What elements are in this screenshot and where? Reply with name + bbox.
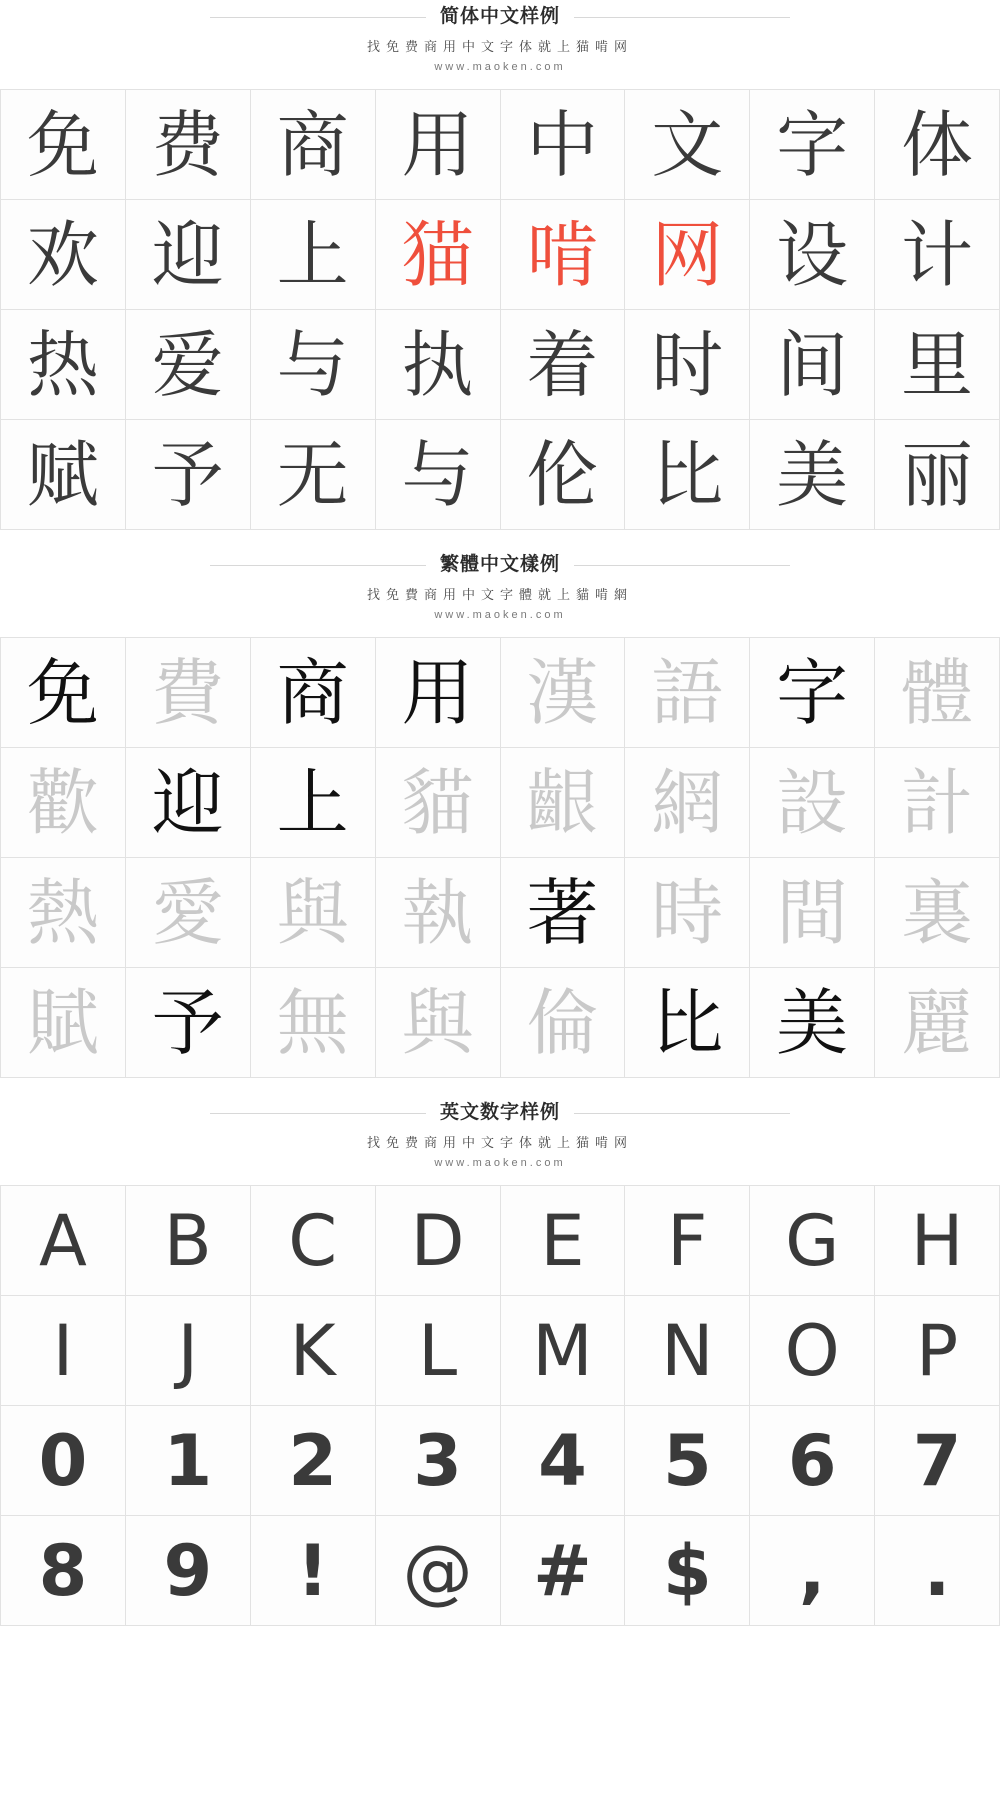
section-gap [0, 1078, 1000, 1096]
glyph-cell [376, 968, 501, 1078]
glyph-cell [1, 748, 126, 858]
glyph: 熱 [26, 870, 99, 955]
glyph-cell [1, 1296, 126, 1406]
glyph: 4 [538, 1419, 587, 1502]
glyph-cell [875, 90, 1000, 200]
glyph-cell [875, 1516, 1000, 1626]
glyph: 9 [163, 1529, 213, 1612]
section-title: 简体中文样例 [426, 4, 574, 30]
glyph-cell [126, 1296, 251, 1406]
glyph: 里 [901, 322, 974, 407]
glyph: 时 [651, 322, 724, 407]
section-traditional [0, 548, 1000, 1096]
glyph: 網 [651, 760, 724, 845]
glyph: 用 [401, 102, 474, 187]
glyph: 8 [38, 1529, 88, 1612]
glyph: 字 [776, 102, 849, 187]
glyph-cell [251, 90, 376, 200]
glyph-cell [376, 1406, 501, 1516]
glyph-cell [1, 90, 126, 200]
glyph-cell [625, 420, 750, 530]
glyph: 與 [276, 870, 349, 955]
glyph: 商 [276, 650, 349, 735]
glyph-cell [376, 1296, 501, 1406]
glyph: 設 [776, 760, 849, 845]
glyph-cell [251, 1406, 376, 1516]
glyph-cell [1, 310, 126, 420]
section-simplified [0, 0, 1000, 548]
glyph-cell [875, 200, 1000, 310]
glyph: 伦 [526, 432, 599, 517]
glyph-cell [875, 1186, 1000, 1296]
glyph-cell [750, 638, 875, 748]
glyph-cell [376, 1186, 501, 1296]
glyph: I [52, 1309, 74, 1392]
glyph: 字 [776, 650, 849, 735]
glyph-cell [750, 200, 875, 310]
glyph: K [289, 1309, 336, 1392]
glyph: # [533, 1529, 592, 1612]
glyph: 美 [776, 980, 849, 1065]
glyph: , [798, 1529, 826, 1612]
glyph-cell [126, 1186, 251, 1296]
glyph: 著 [526, 870, 599, 955]
glyph-cell [750, 1186, 875, 1296]
glyph: 爱 [151, 322, 224, 407]
glyph-cell [251, 200, 376, 310]
glyph: L [418, 1309, 458, 1392]
glyph-cell [376, 310, 501, 420]
glyph: @ [402, 1529, 473, 1612]
glyph-cell [1, 200, 126, 310]
glyph-cell [126, 748, 251, 858]
glyph: 美 [776, 432, 849, 517]
glyph: 貓 [401, 760, 474, 845]
section-website: www.maoken.com [434, 609, 566, 621]
glyph-cell [251, 1186, 376, 1296]
glyph: 免 [26, 650, 99, 735]
glyph: O [784, 1309, 840, 1392]
glyph-cell [750, 420, 875, 530]
glyph-cell [126, 1516, 251, 1626]
glyph-cell [126, 858, 251, 968]
glyph-cell [625, 748, 750, 858]
glyph-cell [750, 858, 875, 968]
glyph-cell [1, 858, 126, 968]
glyph-cell [251, 858, 376, 968]
glyph-cell [126, 638, 251, 748]
glyph: 执 [401, 322, 474, 407]
glyph: H [910, 1199, 964, 1282]
glyph: P [915, 1309, 959, 1392]
glyph: 0 [38, 1419, 88, 1502]
glyph: 予 [151, 432, 224, 517]
glyph: 7 [912, 1419, 962, 1502]
glyph: 迎 [151, 212, 224, 297]
glyph-grid-traditional [0, 637, 1000, 1078]
glyph-cell [1, 968, 126, 1078]
glyph: 1 [163, 1419, 213, 1502]
section-subtitle: 找免费商用中文字体就上猫啃网 [366, 1135, 633, 1150]
glyph-cell [251, 968, 376, 1078]
glyph: 倫 [526, 980, 599, 1065]
glyph: 用 [401, 650, 474, 735]
glyph: 与 [276, 322, 349, 407]
glyph-cell [750, 310, 875, 420]
glyph: 予 [151, 980, 224, 1065]
glyph: 與 [401, 980, 474, 1065]
glyph: 無 [276, 980, 349, 1065]
glyph: 计 [901, 212, 974, 297]
glyph: N [661, 1309, 714, 1392]
glyph-cell [376, 858, 501, 968]
glyph-cell [750, 968, 875, 1078]
section-title: 繁體中文樣例 [426, 552, 574, 578]
glyph: F [667, 1199, 708, 1282]
glyph: 時 [651, 870, 724, 955]
glyph: 上 [276, 760, 349, 845]
glyph-cell [875, 858, 1000, 968]
glyph-cell [501, 1516, 626, 1626]
glyph-cell [750, 90, 875, 200]
glyph-cell [251, 310, 376, 420]
glyph-cell [625, 310, 750, 420]
glyph-cell [1, 1186, 126, 1296]
section-subtitle: 找免費商用中文字體就上貓啃網 [366, 587, 633, 602]
glyph: 6 [787, 1419, 837, 1502]
glyph-cell [501, 638, 626, 748]
glyph-cell [251, 638, 376, 748]
glyph: 猫 [401, 212, 474, 297]
glyph-cell [750, 1296, 875, 1406]
glyph: 设 [776, 212, 849, 297]
glyph: 与 [401, 432, 474, 517]
glyph-cell [126, 310, 251, 420]
glyph: 間 [776, 870, 849, 955]
glyph: 愛 [151, 870, 224, 955]
glyph: 文 [651, 102, 724, 187]
glyph: C [288, 1199, 338, 1282]
glyph-cell [1, 1516, 126, 1626]
glyph-cell [126, 968, 251, 1078]
glyph-cell [376, 638, 501, 748]
glyph: 免 [26, 102, 99, 187]
section-header-simplified [0, 0, 1000, 75]
glyph-cell [1, 420, 126, 530]
glyph: J [177, 1309, 199, 1392]
glyph: M [532, 1309, 593, 1392]
glyph-cell [501, 90, 626, 200]
glyph-cell [376, 748, 501, 858]
glyph-cell [376, 1516, 501, 1626]
glyph-cell [501, 1296, 626, 1406]
glyph: 歡 [26, 760, 99, 845]
section-website: www.maoken.com [434, 1157, 566, 1169]
glyph: 啃 [526, 212, 599, 297]
glyph-cell [625, 858, 750, 968]
glyph: 比 [651, 980, 724, 1065]
glyph: 費 [151, 650, 224, 735]
glyph-cell [126, 200, 251, 310]
glyph-cell [376, 200, 501, 310]
glyph-cell [501, 858, 626, 968]
glyph: ! [296, 1529, 329, 1612]
section-latin [0, 1096, 1000, 1644]
glyph: A [38, 1199, 87, 1282]
glyph: 執 [401, 870, 474, 955]
glyph: 着 [526, 322, 599, 407]
glyph-cell [625, 968, 750, 1078]
glyph: 迎 [151, 760, 224, 845]
section-subtitle: 找免费商用中文字体就上猫啃网 [366, 39, 633, 54]
glyph-cell [501, 1186, 626, 1296]
glyph: B [163, 1199, 212, 1282]
glyph-cell [501, 968, 626, 1078]
glyph-cell [625, 638, 750, 748]
glyph: 欢 [26, 212, 99, 297]
glyph: 計 [901, 760, 974, 845]
glyph-cell [1, 1406, 126, 1516]
glyph-cell [750, 1516, 875, 1626]
glyph-cell [376, 420, 501, 530]
glyph: $ [662, 1529, 712, 1612]
glyph-cell [875, 748, 1000, 858]
glyph-cell [376, 90, 501, 200]
glyph-cell [126, 420, 251, 530]
glyph-cell [750, 1406, 875, 1516]
section-website: www.maoken.com [434, 61, 566, 73]
glyph: 费 [151, 102, 224, 187]
glyph-cell [251, 748, 376, 858]
glyph-cell [625, 1296, 750, 1406]
glyph: 商 [276, 102, 349, 187]
glyph: 麗 [901, 980, 974, 1065]
glyph: . [923, 1529, 951, 1612]
glyph: 齦 [526, 760, 599, 845]
glyph: 裏 [901, 870, 974, 955]
glyph: 中 [526, 102, 599, 187]
glyph-cell [625, 200, 750, 310]
glyph: 热 [26, 322, 99, 407]
glyph-cell [251, 420, 376, 530]
glyph-cell [501, 748, 626, 858]
glyph: 网 [651, 212, 724, 297]
glyph-cell [750, 748, 875, 858]
glyph: 賦 [26, 980, 99, 1065]
glyph: 2 [288, 1419, 338, 1502]
glyph: 上 [276, 212, 349, 297]
glyph: 5 [662, 1419, 712, 1502]
glyph-cell [875, 310, 1000, 420]
section-title: 英文数字样例 [426, 1100, 574, 1126]
glyph-cell [875, 638, 1000, 748]
glyph-cell [501, 200, 626, 310]
glyph: 间 [776, 322, 849, 407]
glyph-cell [875, 1406, 1000, 1516]
section-header-traditional [0, 548, 1000, 623]
glyph-grid-latin [0, 1185, 1000, 1626]
section-gap [0, 530, 1000, 548]
glyph-cell [501, 1406, 626, 1516]
glyph: 无 [276, 432, 349, 517]
glyph-cell [625, 1406, 750, 1516]
glyph-cell [251, 1296, 376, 1406]
glyph: 赋 [26, 432, 99, 517]
glyph-cell [1, 638, 126, 748]
glyph-grid-simplified [0, 89, 1000, 530]
glyph-cell [501, 310, 626, 420]
glyph: G [785, 1199, 840, 1282]
glyph-cell [251, 1516, 376, 1626]
glyph: 漢 [526, 650, 599, 735]
section-gap [0, 1626, 1000, 1644]
glyph: 體 [901, 650, 974, 735]
glyph-cell [875, 420, 1000, 530]
glyph-cell [875, 968, 1000, 1078]
glyph: 語 [651, 650, 724, 735]
glyph: 3 [413, 1419, 462, 1502]
glyph-cell [625, 1186, 750, 1296]
glyph-cell [126, 1406, 251, 1516]
glyph: 体 [901, 102, 974, 187]
glyph-cell [625, 1516, 750, 1626]
glyph: D [410, 1199, 465, 1282]
glyph-cell [875, 1296, 1000, 1406]
glyph: 比 [651, 432, 724, 517]
glyph-cell [501, 420, 626, 530]
glyph: 丽 [901, 432, 974, 517]
glyph-cell [126, 90, 251, 200]
glyph: E [540, 1199, 585, 1282]
glyph-cell [625, 90, 750, 200]
section-header-latin [0, 1096, 1000, 1171]
